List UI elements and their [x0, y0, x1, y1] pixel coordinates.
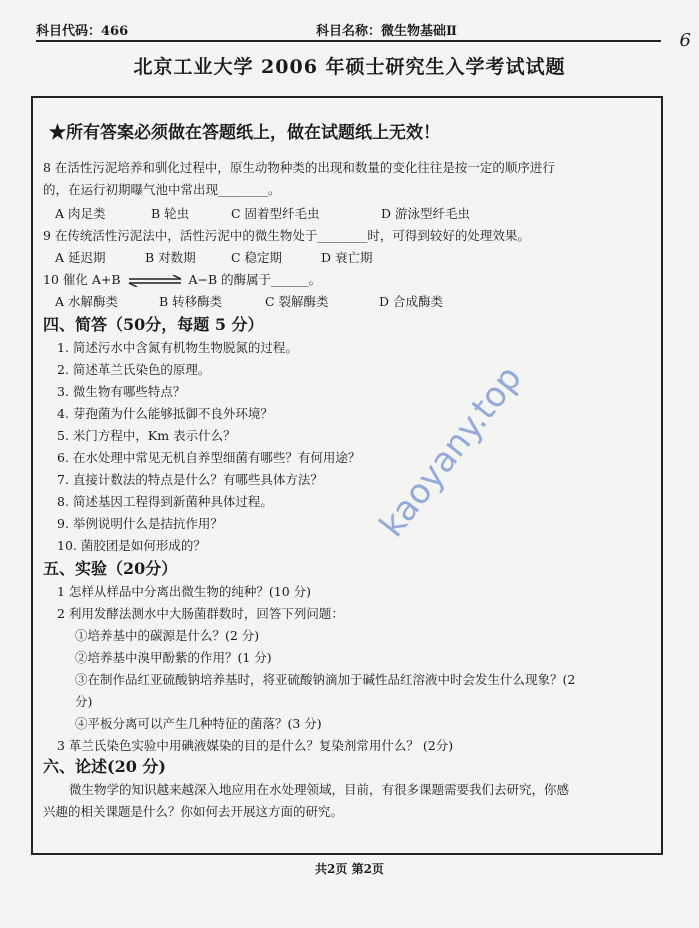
s5-item-3: 3 革兰氏染色实验中用碘液媒染的目的是什么？复染剂常用什么？ (2分) [57, 738, 454, 753]
s4-item-1: 1. 简述污水中含氮有机物生物脱氮的过程。 [57, 340, 298, 355]
section6-title: 六、论述(20 分) [43, 757, 166, 776]
subject-code: 科目代码：466 [36, 24, 129, 39]
s4-item-2: 2. 简述革兰氏染色的原理。 [57, 362, 211, 377]
s6-line1: 微生物学的知识越来越深入地应用在水处理领域，目前，有很多课题需要我们去研究，你感 [69, 782, 570, 797]
section5-title: 五、实验（20分） [43, 559, 178, 578]
exam-title: 北京工业大学 2006 年硕士研究生入学考试试题 [133, 56, 566, 78]
q8-option-d: D 游泳型纤毛虫 [381, 206, 470, 221]
page-footer: 共2页 第2页 [315, 862, 384, 876]
page-header [36, 18, 651, 46]
q8-line2: 的，在运行初期曝气池中常出现________。 [43, 182, 281, 197]
s5-item-2: 2 利用发酵法测水中大肠菌群数时，回答下列问题： [57, 606, 344, 621]
q10-option-c: C 裂解酶类 [265, 294, 329, 309]
reversible-arrow-icon [127, 275, 183, 287]
question-box [31, 96, 663, 855]
q9-line: 9 在传统活性污泥法中，活性污泥中的微生物处于________时，可得到较好的处理效果。 [43, 228, 530, 243]
s5-sub-2: ②培养基中溴甲酚紫的作用？(1 分) [75, 650, 272, 665]
q8-line1: 8 在活性污泥培养和驯化过程中，原生动物种类的出现和数量的变化往往是按一定的顺序进行 [43, 160, 555, 175]
q8-option-a: A 肉足类 [55, 206, 106, 221]
s5-sub-4: ④平板分离可以产生几种特征的菌落？(3 分) [75, 716, 322, 731]
q9-option-d: D 衰亡期 [321, 250, 373, 265]
q10-prefix: 10 催化 A+B [43, 272, 121, 287]
corner-page-mark: 6 [679, 30, 691, 51]
q8-option-c: C 固着型纤毛虫 [231, 206, 320, 221]
q10-suffix: A−B 的酶属于______。 [188, 272, 322, 287]
s4-item-10: 10. 菌胶团是如何形成的？ [57, 538, 206, 553]
s5-sub-3-cont: 分) [75, 694, 93, 709]
s5-sub-3: ③在制作品红亚硫酸钠培养基时，将亚硫酸钠滴加于碱性品红溶液中时会发生什么现象？(2 [75, 672, 576, 687]
s4-item-9: 9. 举例说明什么是拮抗作用？ [57, 516, 223, 531]
s4-item-8: 8. 简述基因工程得到新菌种具体过程。 [57, 494, 273, 509]
q9-option-a: A 延迟期 [55, 250, 106, 265]
s4-item-4: 4. 芽孢菌为什么能够抵御不良外环境？ [57, 406, 273, 421]
q9-option-b: B 对数期 [145, 250, 196, 265]
subject-name: 科目名称：微生物基础Ⅱ [316, 24, 457, 39]
s4-item-6: 6. 在水处理中常见无机自养型细菌有哪些？有何用途？ [57, 450, 361, 465]
q10-line [43, 270, 321, 288]
s4-item-3: 3. 微生物有哪些特点？ [57, 384, 186, 399]
header-rule [36, 40, 661, 42]
s4-item-5: 5. 米门方程中，Km 表示什么？ [57, 428, 236, 443]
q10-option-d: D 合成酶类 [379, 294, 443, 309]
s5-item-1: 1 怎样从样品中分离出微生物的纯种？(10 分) [57, 584, 312, 599]
section4-title: 四、简答（50分，每题 5 分） [43, 315, 264, 334]
q10-option-a: A 水解酶类 [55, 294, 119, 309]
q10-option-b: B 转移酶类 [159, 294, 223, 309]
watermark: kaoyany.top [372, 358, 530, 545]
q9-option-c: C 稳定期 [231, 250, 283, 265]
q8-option-b: B 轮虫 [151, 206, 190, 221]
s5-sub-1: ①培养基中的碳源是什么？(2 分) [75, 628, 260, 643]
answer-notice: ★所有答案必须做在答题纸上，做在试题纸上无效！ [49, 123, 440, 143]
s4-item-7: 7. 直接计数法的特点是什么？有哪些具体方法？ [57, 472, 323, 487]
s6-line2: 兴趣的相关课题是什么？你如何去开展这方面的研究。 [43, 804, 344, 819]
